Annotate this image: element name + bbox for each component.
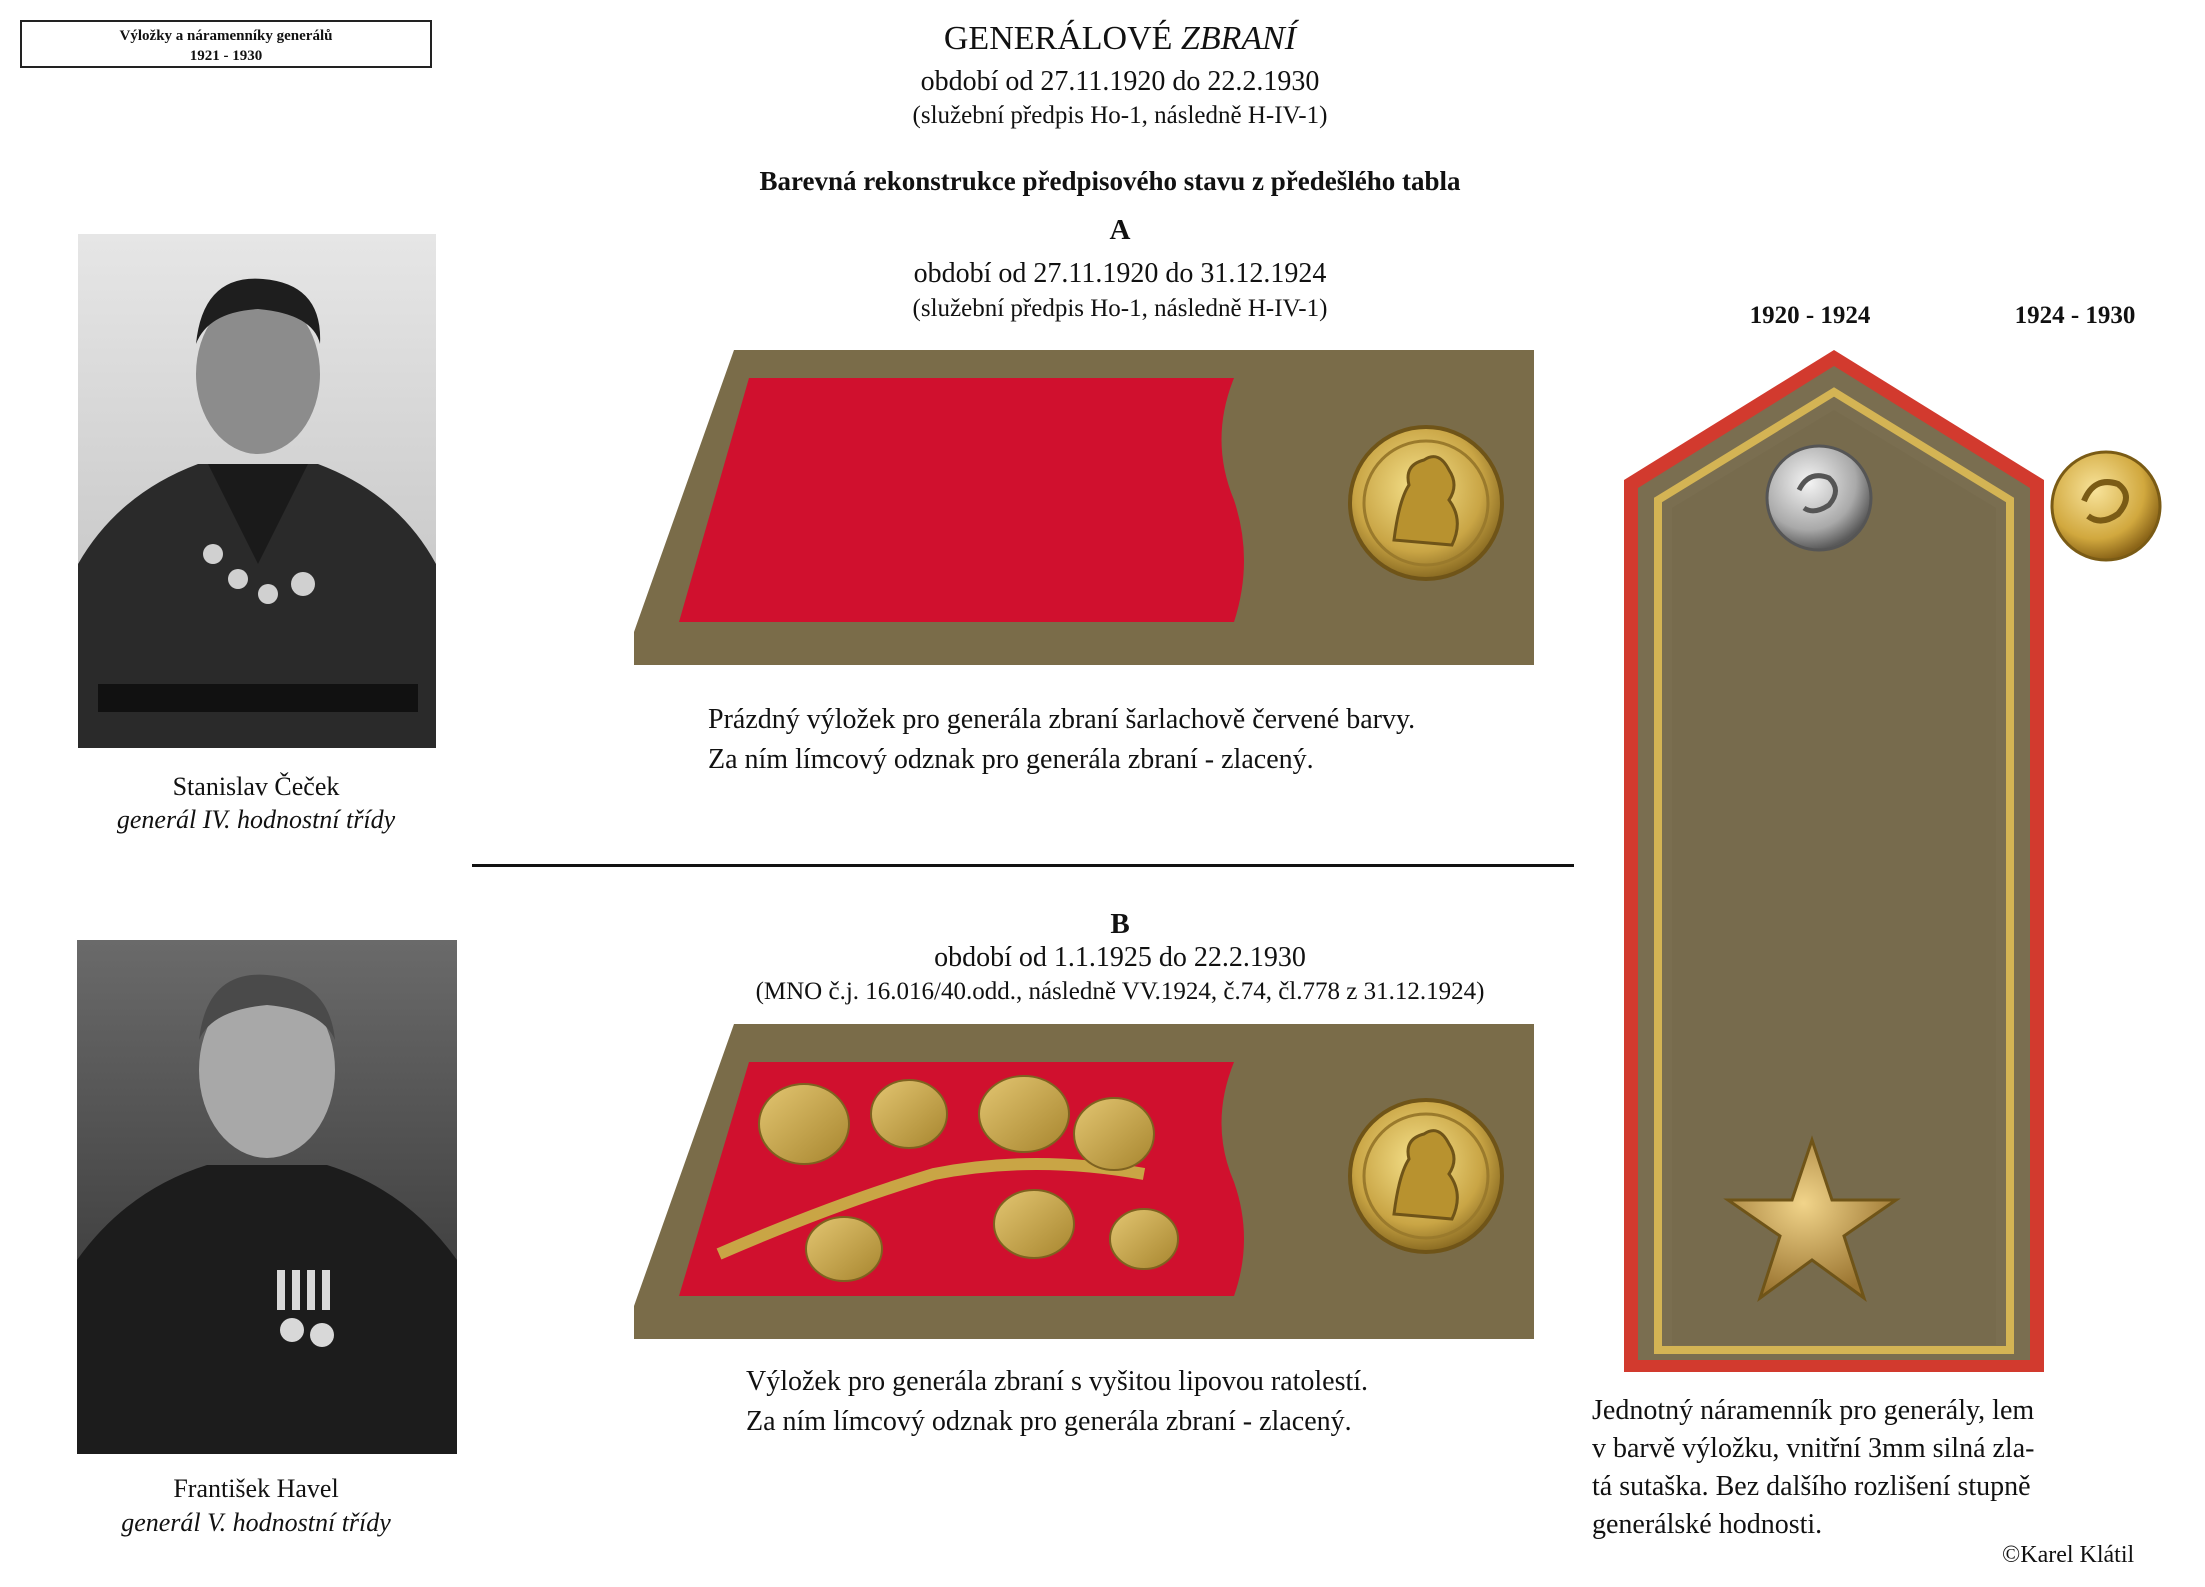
- shoulder-board-description-line4: generálské hodnosti.: [1592, 1509, 1823, 1540]
- collar-badge-b: [1350, 1100, 1502, 1252]
- section-a-description-line1: Prázdný výložek pro generála zbraní šarlachově červené barvy.: [708, 704, 1416, 735]
- copyright: [2002, 1542, 2192, 1569]
- gold-button-icon: [2046, 446, 2166, 566]
- portrait-cecek-photo: [78, 234, 436, 748]
- collar-badge-a: [1350, 427, 1502, 579]
- section-a-period: období od 27.11.1920 do 31.12.1924: [913, 258, 1327, 289]
- section-a-description-line2: Za ním límcový odznak pro generála zbraní - zlacený.: [708, 744, 1314, 775]
- shoulder-board-label-1920: 1920 - 1924: [1749, 302, 1871, 329]
- section-b-description-line2: Za ním límcový odznak pro generála zbraní - zlacený.: [746, 1406, 1352, 1437]
- section-divider: [472, 864, 1574, 867]
- section-b-letter: B: [1110, 908, 1130, 940]
- section-b-description: [746, 1362, 1566, 1442]
- portrait-cecek-name: Stanislav Čeček: [172, 772, 340, 801]
- main-period: období od 27.11.1920 do 22.2.1930: [920, 66, 1320, 97]
- subtitle: Barevná rekonstrukce předpisového stavu z předešlého tabla: [759, 166, 1461, 196]
- title-prefix: GENERÁLOVÉ: [943, 20, 1181, 57]
- copyright-author: Karel Klátil: [2020, 1542, 2135, 1568]
- main-regulation: (služební předpis Ho-1, následně H-IV-1): [912, 102, 1328, 129]
- section-b-period: období od 1.1.1925 do 22.2.1930: [934, 942, 1306, 973]
- header-box-line2: 1921 - 1930: [189, 48, 263, 64]
- shoulder-board-description: [1592, 1392, 2112, 1544]
- section-b-description-line1: Výložek pro generála zbraní s vyšitou lipovou ratolestí.: [746, 1366, 1369, 1397]
- shoulder-board-description-line2: v barvě výložku, vnitřní 3mm silná zla-: [1592, 1433, 2035, 1464]
- section-b-regulation: (MNO č.j. 16.016/40.odd., následně VV.1924, č.74, čl.778 z 31.12.1924): [755, 978, 1485, 1005]
- section-a-letter: A: [1109, 214, 1131, 246]
- shoulder-board-description-line1: Jednotný náramenník pro generály, lem: [1592, 1395, 2035, 1426]
- title-italic: ZBRANÍ: [1180, 20, 1297, 57]
- portrait-cecek-rank: generál IV. hodnostní třídy: [116, 805, 396, 834]
- section-a-regulation: (služební předpis Ho-1, následně H-IV-1): [912, 295, 1328, 322]
- collar-patch-a: [634, 350, 1534, 670]
- header-box-line1: Výložky a náramenníky generálů: [119, 28, 333, 44]
- collar-patch-b: [634, 1024, 1534, 1344]
- portrait-havel-rank: generál V. hodnostní třídy: [121, 1508, 391, 1537]
- silver-button-icon: [1767, 446, 1871, 550]
- header-reference-box: [20, 20, 432, 68]
- portrait-havel-photo: [77, 940, 457, 1454]
- portrait-havel-name: František Havel: [173, 1474, 339, 1503]
- page-title: [760, 20, 1480, 58]
- shoulder-board: [1624, 350, 2044, 1372]
- copyright-icon: ©: [2002, 1542, 2021, 1568]
- shoulder-board-description-line3: tá sutaška. Bez dalšího rozlišení stupně: [1592, 1471, 2031, 1502]
- button-label-1924: 1924 - 1930: [2014, 302, 2136, 329]
- section-a-description: [708, 700, 1568, 780]
